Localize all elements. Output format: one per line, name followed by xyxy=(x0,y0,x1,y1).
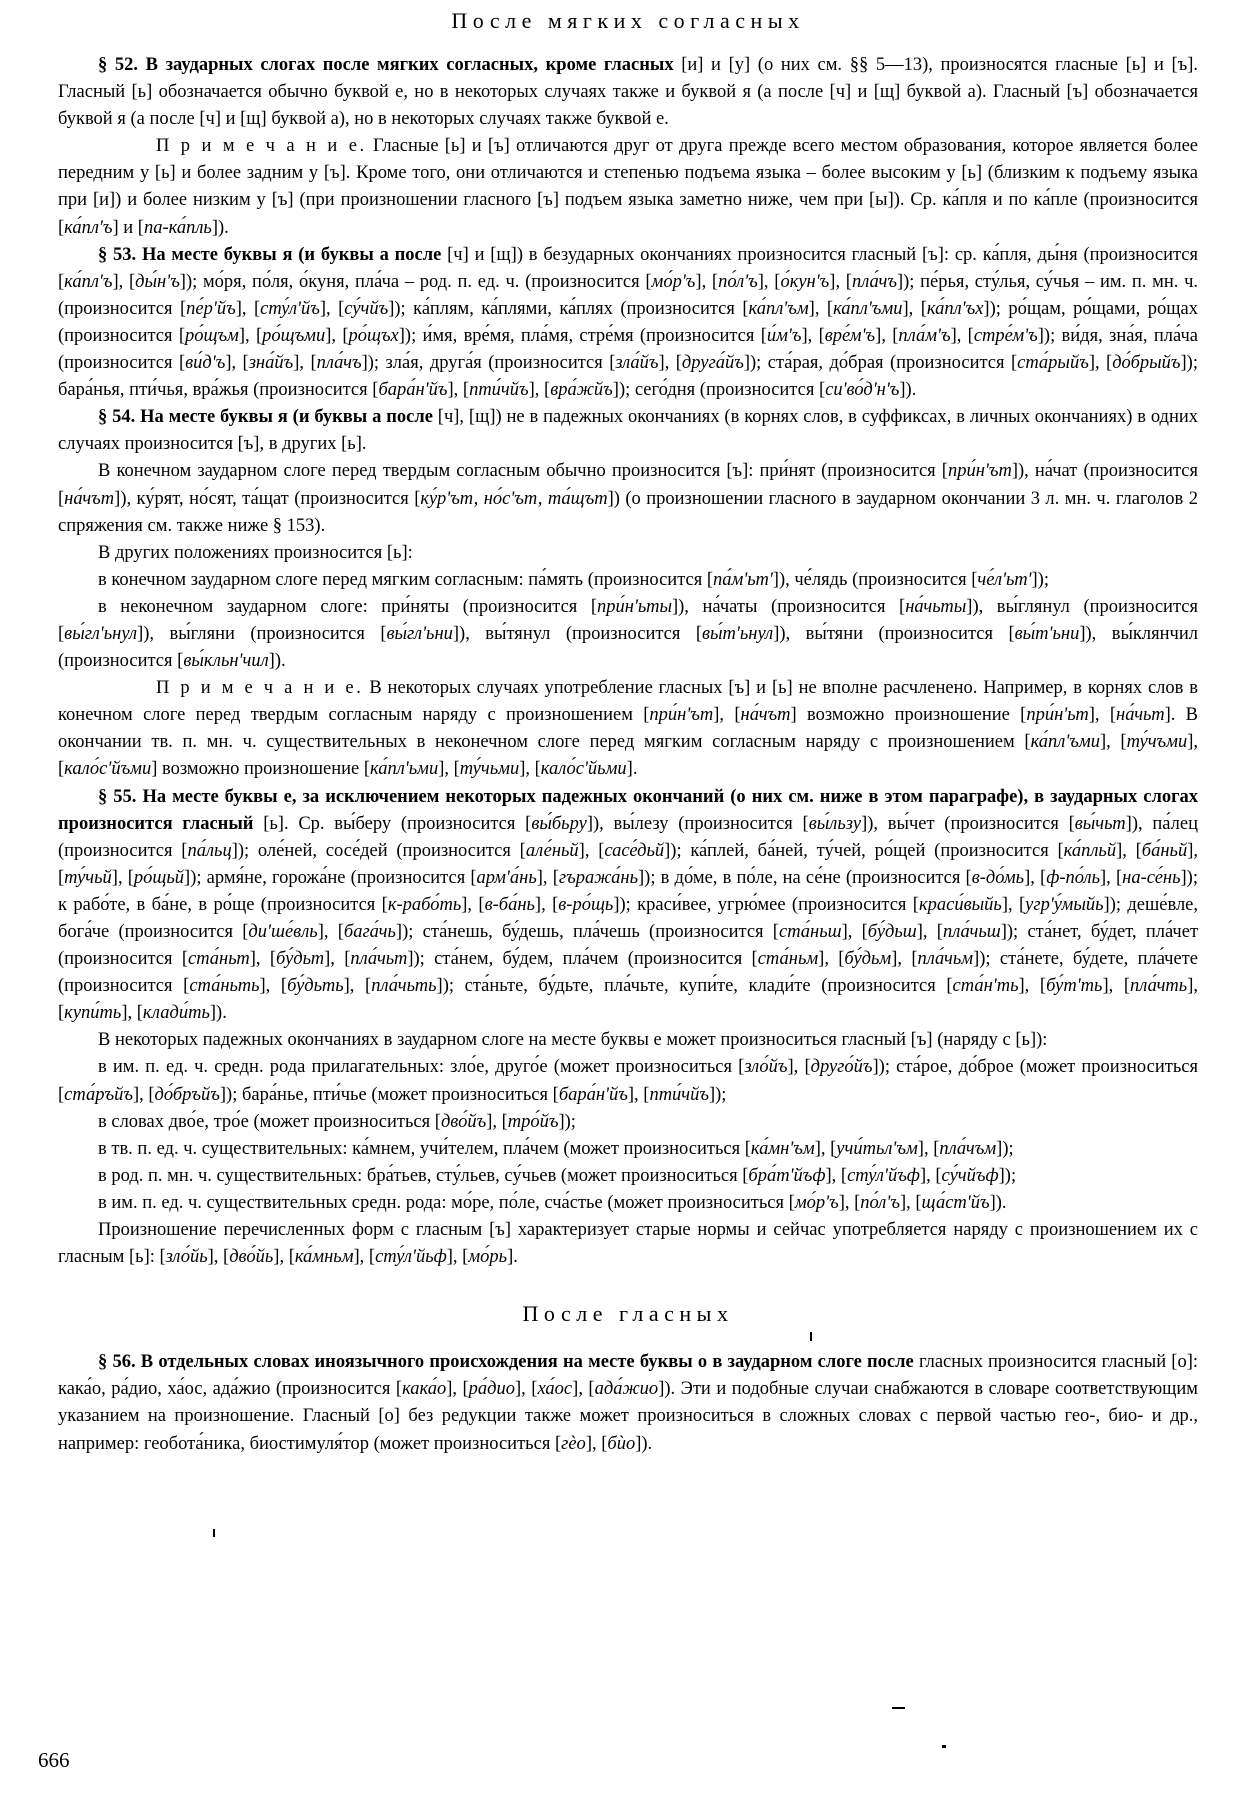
paragraph-55-e: в род. п. мн. ч. существительных: бра́тьев, сту́льев, су́чьев (может произноситься [бра́т'йъф], [сту́л'йъф], [су́чйъф]); xyxy=(98,1165,1017,1186)
paragraph-54: § 54. На месте буквы я (и буквы а после [ч], [щ]) не в падежных окончаниях (в корнях слов, в суффиксах, в личных окончаниях) в одних случаях произносится [ъ], в других [ь]. xyxy=(58,407,1199,455)
scan-artifact-mark xyxy=(810,1332,812,1341)
page-content xyxy=(58,8,1198,1458)
section-heading-after-vowels: После гласных xyxy=(522,1301,734,1327)
scan-artifact-mark xyxy=(892,1707,905,1709)
paragraph-55: § 55. На месте буквы е, за исключением некоторых падежных окончаний (о них см. ниже в этом параграфе), в заударных слогах произносится гласный [ь]. Ср. вы́беру (произносится [вы́бьру]), вы́лезу (произносится [вы́льзу]), вы́чет (произносится [вы́чьт]), па́лец (произносится [па́льц]); оле́ней, сосе́дей (произносится [але́ньй], [сасе́дьй]); ка́плей, ба́ней, ту́чей, ро́щей (произносится [ка́пльй], [ба́ньй], [ту́чьй], [ро́щьй]); армя́не, горожа́не (произносится [арм'а́нь], [гъража́нь]); в до́ме, в по́ле, на се́не (произносится [в-до́мь], [ф-по́ль], [на-се́нь]); к рабо́те, в ба́не, в ро́ще (произносится [к-рабо́ть], [в-ба́нь], [в-ро́щь]); краси́вее, угрю́мее (произносится [краси́выйь], [угр'у́мыйь]); деше́вле, бога́че (произносится [ди'ше́вль], [бага́чь]); ста́нешь, бу́дешь, пла́чешь (произносится [ста́ньш], [бу́дьш], [пла́чьш]); ста́нет, бу́дет, пла́чет (произносится [ста́ньт], [бу́дьт], [пла́чьт]); ста́нем, бу́дем, пла́чем (произносится [ста́ньм], [бу́дьм], [пла́чьм]); ста́нете, бу́дете, пла́чете (произносится [ста́ньть], [бу́дьть], [пла́чьть]); ста́ньте, бу́дьте, пла́чьте, купи́те, клади́те (произносится [ста́н'ть], [бу́т'ть], [пла́чть], [купи́ть], [клади́ть]). xyxy=(58,786,1199,1024)
paragraph-55-c: в словах дво́е, тро́е (может произноситься [дво́йъ], [тро́йъ]); xyxy=(98,1111,576,1132)
paragraph-55-f: в им. п. ед. ч. существительных средн. рода: мо́ре, по́ле, сча́стье (может произноситься [мо́р'ъ], [по́л'ъ], [ща́ст'йъ]). xyxy=(98,1192,1007,1213)
paragraph-53: § 53. На месте буквы я (и буквы а после [ч] и [щ]) в безударных окончаниях произносится гласный [ъ]: ср. ка́пля, ды́ня (произносится [ка́пл'ъ], [ды́н'ъ]); мо́ря, по́ля, о́куня, пла́ча – род. п. ед. ч. (произносится [мо́р'ъ], [по́л'ъ], [о́кун'ъ], [пла́чъ]); пе́рья, сту́лья, су́чья – им. п. мн. ч. (произносится [пе́р'йъ], [сту́л'йъ], [су́чйъ]); ка́плям, ка́плями, ка́плях (произносится [ка́пл'ъм], [ка́пл'ъми], [ка́пл'ъх]); ро́щам, ро́щами, ро́щах (произносится [ро́щъм], [ро́щъми], [ро́щъх]); и́мя, вре́мя, пла́мя, стре́мя (произносится [и́м'ъ], [вре́м'ъ], [пла́м'ъ], [стре́м'ъ]); ви́дя, зна́я, пла́ча (произносится [ви́д'ъ], [зна́йъ], [пла́чъ]); зла́я, друга́я (произносится [зла́йъ], [друга́йъ]); ста́рая, до́брая (произносится [ста́рыйъ], [до́брыйъ]); бара́нья, пти́чья, вра́жья (произносится [бара́н'йъ], [пти́чйъ], [вра́жйъ]); сего́дня (произносится [си'во́д'н'ъ]). xyxy=(58,244,1199,401)
paragraph-54-a: В конечном заударном слоге перед твердым согласным обычно произносится [ъ]: при́нят (произносится [при́н'ът]), на́чат (произносится [на́чът]), ку́рят, но́сят, та́щат (произносится [ку́р'ът, но́с'ът, та́щът]) (о произношении гласного в заударном окончании 3 л. мн. ч. глаголов 2 спряжения см. также ниже § 153). xyxy=(58,461,1199,536)
scan-artifact-mark xyxy=(942,1745,946,1748)
paragraph-54-note: П р и м е ч а н и е. В некоторых случаях употребление гласных [ъ] и [ь] не вполне расчленено. Например, в корнях слов в конечном слоге перед твердым согласным наряду с произношением [при́н'ът], [на́чът] возможно произношение [при́н'ьт], [на́чьт]. В окончании тв. п. мн. ч. существительных в неконечном слоге перед мягким согласным наряду с произношением [ка́пл'ъми], [ту́чъми], [кало́с'йъми] возможно произношение [ка́пл'ьми], [ту́чьми], [кало́с'йьми]. xyxy=(58,678,1199,780)
paragraph-54-b: В других положениях произносится [ь]: xyxy=(98,542,413,563)
paragraph-54-d: в неконечном заударном слоге: при́няты (произносится [при́н'ьты]), на́чаты (произносится [на́чьты]), вы́глянул (произносится [вы́гл'ьнул]), вы́гляни (произносится [вы́гл'ьни]), вы́тянул (произносится [вы́т'ьнул]), вы́тяни (произносится [вы́т'ьни]), вы́клянчил (произносится [вы́кльн'чил]). xyxy=(58,596,1198,672)
paragraph-56: § 56. В отдельных словах иноязычного происхождения на месте буквы о в заударном слоге после гласных произносится гласный [о]: кака́о, ра́дио, ха́ос, ада́жио (произносится [кака́о], [ра́дио], [ха́ос], [ада́жио]). Эти и подобные случаи снабжаются в словаре соответствующим указанием на произношение. Гласный [о] без редукции также может произноситься в сложных словах с первой частью гео-, био- и др., например: геобота́ника, биостимуля́тор (может произноситься [гѐо], [бѝо]). xyxy=(58,1352,1199,1454)
paragraph-55-d: в тв. п. ед. ч. существительных: ка́мнем, учи́телем, пла́чем (может произноситься [ка́мн'ъм], [учи́тьл'ъм], [пла́чъм]); xyxy=(98,1138,1014,1159)
paragraph-55-g: Произношение перечисленных форм с гласным [ъ] характеризует старые нормы и сейчас употребляется наряду с произношением их с гласным [ь]: [зло́йь], [дво́йь], [ка́мньм], [сту́л'йьф], [мо́рь]. xyxy=(58,1220,1198,1268)
paragraph-52: § 52. В заударных слогах после мягких согласных, кроме гласных [и] и [у] (о них см. §§ 5—13), произносятся гласные [ь] и [ъ]. Гласный [ь] обозначается обычно буквой е, но в некоторых случаях также и буквой я (а после [ч] и [щ] буквой а). Гласный [ъ] обозначается буквой я (а после [ч] и [щ] буквой а), но в некоторых случаях также буквой е. xyxy=(58,55,1198,130)
paragraph-52-note: П р и м е ч а н и е. Гласные [ь] и [ъ] отличаются друг от друга прежде всего местом образования, которое является более передним у [ь] и более задним у [ъ]. Кроме того, они отличаются и степенью подъема языка – более высоким у [ь] (близким к подъему языка при [и]) и более низким у [ъ] (при произношении гласного [ъ] подъем языка заметно ниже, чем при [ы]). Ср. ка́пля и по ка́пле (произносится [ка́пл'ъ] и [па-ка́пль]). xyxy=(58,136,1198,238)
page-number: 666 xyxy=(38,1748,70,1772)
scan-artifact-mark xyxy=(213,1529,215,1537)
paragraph-55-a: В некоторых падежных окончаниях в заударном слоге на месте буквы е может произноситься гласный [ъ] (наряду с [ь]): xyxy=(98,1030,1048,1051)
paragraph-54-c: в конечном заударном слоге перед мягким согласным: па́мять (произносится [па́м'ьт']), че́лядь (произносится [че́л'ьт']); xyxy=(98,569,1049,590)
section-heading-after-soft-consonants: После мягких согласных xyxy=(451,8,805,33)
paragraph-55-b: в им. п. ед. ч. средн. рода прилагательных: зло́е, друго́е (может произноситься [зло́йъ], [друго́йъ]); ста́рое, до́брое (может произноситься [ста́ръйъ], [до́бръйъ]); бара́нье, пти́чье (может произноситься [бара́н'йъ], [пти́чйъ]); xyxy=(58,1057,1198,1105)
